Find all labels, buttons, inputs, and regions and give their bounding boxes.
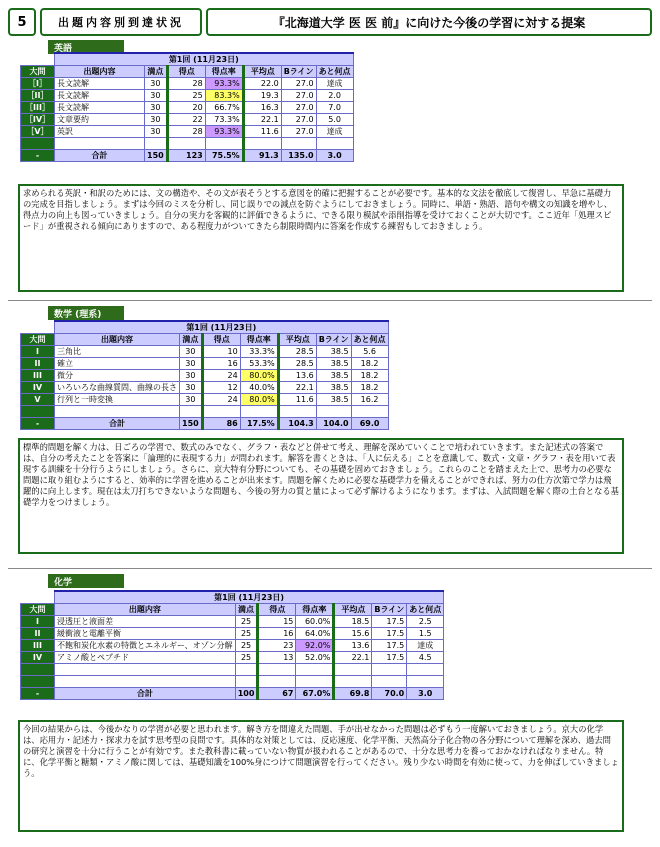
row-rate: 53.3% (240, 358, 278, 370)
row-rate: 66.7% (205, 102, 243, 114)
row-content: 長文読解 (55, 78, 145, 90)
total-average: 104.3 (278, 418, 316, 430)
row-score: 20 (167, 102, 205, 114)
total-max: 150 (180, 418, 203, 430)
column-header-score: 得点 (202, 334, 240, 346)
row-average: 22.1 (243, 114, 281, 126)
total-category: - (21, 150, 55, 162)
row-content: 緩衝液と電離平衡 (55, 628, 236, 640)
empty-row (21, 676, 444, 688)
row-content: 確立 (55, 358, 180, 370)
divider (8, 300, 652, 301)
round-label: 第1回 (11月23日) (55, 321, 389, 334)
table-row (21, 394, 389, 406)
column-header-line: Bライン (281, 66, 316, 78)
total-label: 合計 (55, 418, 180, 430)
row-remaining: 5.0 (316, 114, 353, 126)
section-number: 5 (8, 8, 36, 36)
table-row (21, 126, 354, 138)
total-row (21, 150, 354, 162)
column-header-max: 満点 (145, 66, 168, 78)
row-rate: 83.3% (205, 90, 243, 102)
row-remaining: 7.0 (316, 102, 353, 114)
row-score: 28 (167, 126, 205, 138)
row-category: ［V］ (21, 126, 55, 138)
row-b-line: 38.5 (316, 370, 351, 382)
total-average: 91.3 (243, 150, 281, 162)
column-header-category: 大問 (21, 66, 55, 78)
row-score: 13 (258, 652, 296, 664)
column-header-category: 大問 (21, 334, 55, 346)
row-content: 浸透圧と液面差 (55, 616, 236, 628)
row-rate: 92.0% (296, 640, 334, 652)
table-row (21, 102, 354, 114)
row-category: II (21, 628, 55, 640)
row-max: 30 (180, 382, 203, 394)
row-rate: 64.0% (296, 628, 334, 640)
round-label: 第1回 (11月23日) (55, 591, 444, 604)
score-table (20, 320, 389, 430)
column-header-row (21, 604, 444, 616)
table-row (21, 358, 389, 370)
table-row (21, 382, 389, 394)
total-max: 100 (235, 688, 258, 700)
row-remaining: 達成 (407, 640, 444, 652)
row-category: IV (21, 652, 55, 664)
column-header-line: Bライン (372, 604, 407, 616)
row-category: II (21, 358, 55, 370)
total-row (21, 688, 444, 700)
table-row (21, 652, 444, 664)
row-remaining: 18.2 (351, 370, 388, 382)
row-b-line: 27.0 (281, 126, 316, 138)
row-max: 25 (235, 652, 258, 664)
round-row (21, 321, 389, 334)
column-header-avg: 平均点 (278, 334, 316, 346)
table-row (21, 114, 354, 126)
row-b-line: 27.0 (281, 78, 316, 90)
subject-label: 数学 (理系) (48, 306, 124, 320)
column-header-rate: 得点率 (240, 334, 278, 346)
total-average: 69.8 (334, 688, 372, 700)
table-row (21, 370, 389, 382)
row-rate: 52.0% (296, 652, 334, 664)
table-row (21, 640, 444, 652)
row-category: I (21, 616, 55, 628)
column-header-avg: 平均点 (243, 66, 281, 78)
table-row (21, 78, 354, 90)
row-average: 22.1 (334, 652, 372, 664)
row-category: I (21, 346, 55, 358)
total-rate: 75.5% (205, 150, 243, 162)
row-rate: 93.3% (205, 126, 243, 138)
row-category: ［III］ (21, 102, 55, 114)
column-header-content: 出題内容 (55, 334, 180, 346)
column-header-remain: あと何点 (407, 604, 444, 616)
page-title: 『北海道大学 医 医 前』に向けた今後の学習に対する提案 (206, 8, 652, 36)
table-row (21, 346, 389, 358)
row-remaining: 5.6 (351, 346, 388, 358)
round-label: 第1回 (11月23日) (55, 53, 354, 66)
total-rate: 67.0% (296, 688, 334, 700)
row-category: ［I］ (21, 78, 55, 90)
row-max: 30 (180, 370, 203, 382)
row-max: 30 (145, 126, 168, 138)
row-average: 28.5 (278, 358, 316, 370)
row-content: いろいろな曲線質問、曲線の長さ (55, 382, 180, 394)
row-category: IV (21, 382, 55, 394)
row-category: ［II］ (21, 90, 55, 102)
row-content: アミノ酸とペプチド (55, 652, 236, 664)
row-remaining: 達成 (316, 78, 353, 90)
section-title: 出題内容別到達状況 (40, 8, 202, 36)
row-b-line: 17.5 (372, 628, 407, 640)
total-score: 67 (258, 688, 296, 700)
row-score: 28 (167, 78, 205, 90)
total-b-line: 135.0 (281, 150, 316, 162)
page-header (8, 8, 652, 36)
column-header-score: 得点 (258, 604, 296, 616)
row-average: 18.5 (334, 616, 372, 628)
score-table (20, 52, 354, 162)
row-b-line: 17.5 (372, 652, 407, 664)
row-average: 11.6 (278, 394, 316, 406)
column-header-row (21, 334, 389, 346)
row-rate: 80.0% (240, 370, 278, 382)
row-rate: 73.3% (205, 114, 243, 126)
row-average: 19.3 (243, 90, 281, 102)
row-remaining: 2.0 (316, 90, 353, 102)
row-remaining: 4.5 (407, 652, 444, 664)
column-header-rate: 得点率 (205, 66, 243, 78)
row-average: 28.5 (278, 346, 316, 358)
row-category: ［IV］ (21, 114, 55, 126)
row-rate: 40.0% (240, 382, 278, 394)
row-rate: 33.3% (240, 346, 278, 358)
row-score: 12 (202, 382, 240, 394)
advice-comment: 今回の結果からは、今後かなりの学習が必要と思われます。解き方を間違えた問題、手が出せなかった問題は必ずもう一度解いておきましょう。京大の化学は、応用力・記述力・探求力を試す思考型の良問です。具体的な対策としては、反応速度、化学平衡、天然高分子化合物の各分野について理解を深め、過去問の研究と演習を十分に行うことが有効です。また教科書に載っていない物質が扱われることがあるので、十分な思考力を養っておかなければなりません。特に、化学平衡と糖類・アミノ酸に関しては、基礎知識を100%身につけて問題演習を行ってください。残り少ない時間を有効に使って、力を伸ばしていきましょう。 (18, 720, 624, 832)
total-label: 合計 (55, 150, 145, 162)
row-max: 25 (235, 628, 258, 640)
row-remaining: 16.2 (351, 394, 388, 406)
row-max: 30 (145, 90, 168, 102)
row-content: 三角比 (55, 346, 180, 358)
empty-row (21, 138, 354, 150)
row-content: 行列と一時変換 (55, 394, 180, 406)
row-average: 11.6 (243, 126, 281, 138)
row-content: 不飽和炭化水素の特徴とエネルギー、オゾン分解 (55, 640, 236, 652)
total-remaining: 69.0 (351, 418, 388, 430)
row-category: V (21, 394, 55, 406)
row-average: 15.6 (334, 628, 372, 640)
row-average: 22.0 (243, 78, 281, 90)
column-header-content: 出題内容 (55, 66, 145, 78)
column-header-max: 満点 (180, 334, 203, 346)
total-remaining: 3.0 (316, 150, 353, 162)
row-max: 30 (145, 78, 168, 90)
column-header-rate: 得点率 (296, 604, 334, 616)
subject-label: 英語 (48, 40, 124, 54)
total-score: 86 (202, 418, 240, 430)
advice-comment: 求められる英訳・和訳のためには、文の構造や、その文が表そうとする意図を的確に把握することが必要です。基本的な文法を徹底して復習し、早急に基礎力の完成を目指しましょう。まずは今回のミスを分析し、同じ誤りでの減点を防ぐようにしておきましょう。同時に、単語・熟語、語句や構文の知識を増やし、得点力の向上も図っていきましょう。自分の実力を客観的に評価できるように、できる限り模試や添削指導を受けておくことが大切です。ここ近年「処理スピード」が重視される傾向にありますので、ある程度力がついてきたら制限時間内に答案を作成する練習もしておきましょう。 (18, 184, 624, 292)
score-table (20, 590, 444, 700)
column-header-row (21, 66, 354, 78)
row-category: III (21, 640, 55, 652)
row-score: 16 (258, 628, 296, 640)
column-header-score: 得点 (167, 66, 205, 78)
row-score: 16 (202, 358, 240, 370)
table-row (21, 628, 444, 640)
round-row (21, 53, 354, 66)
row-remaining: 1.5 (407, 628, 444, 640)
table-row (21, 616, 444, 628)
row-max: 30 (145, 102, 168, 114)
row-b-line: 27.0 (281, 102, 316, 114)
row-remaining: 達成 (316, 126, 353, 138)
row-score: 24 (202, 370, 240, 382)
row-average: 13.6 (278, 370, 316, 382)
column-header-max: 満点 (235, 604, 258, 616)
row-max: 30 (180, 358, 203, 370)
row-remaining: 2.5 (407, 616, 444, 628)
row-b-line: 17.5 (372, 640, 407, 652)
empty-row (21, 406, 389, 418)
total-category: - (21, 688, 55, 700)
total-b-line: 70.0 (372, 688, 407, 700)
row-b-line: 38.5 (316, 346, 351, 358)
advice-comment: 標準的問題を解く力は、日ごろの学習で、数式のみでなく、グラフ・表などと併せて考え、理解を深めていくことで培われていきます。また記述式の答案では、自分の考えたことを答案に「論理的に表現する力」が問われます。解答を書くときは、「人に伝える」ことを意識して、数式・文章・グラフ・表を用いて表現する訓練を十分行うようにしましょう。さらに、京大特有分野についても、その基礎を固めておきましょう。これらのことを踏まえた上で、思考力の必要な問題に取り組むようにすると、効率的に学習を進めることが出来ます。問題を解くために必要な基礎学力を備えることができれば、努力の仕方次第で学力は飛躍的に向上します。現在は太刀打ちできないような問題も、今後の努力の質と量によって必ず解けるようになります。まずは、入試問題を解く際の土台となる基礎学力をつけましょう。 (18, 438, 624, 554)
column-header-avg: 平均点 (334, 604, 372, 616)
row-max: 30 (180, 394, 203, 406)
row-rate: 93.3% (205, 78, 243, 90)
total-category: - (21, 418, 55, 430)
row-content: 英訳 (55, 126, 145, 138)
table-row (21, 90, 354, 102)
total-score: 123 (167, 150, 205, 162)
row-score: 10 (202, 346, 240, 358)
row-score: 22 (167, 114, 205, 126)
row-remaining: 18.2 (351, 382, 388, 394)
row-rate: 60.0% (296, 616, 334, 628)
divider (8, 568, 652, 569)
row-max: 30 (180, 346, 203, 358)
row-max: 25 (235, 640, 258, 652)
row-score: 15 (258, 616, 296, 628)
column-header-line: Bライン (316, 334, 351, 346)
row-content: 微分 (55, 370, 180, 382)
row-b-line: 27.0 (281, 90, 316, 102)
row-average: 13.6 (334, 640, 372, 652)
total-label: 合計 (55, 688, 236, 700)
row-content: 文章要約 (55, 114, 145, 126)
row-b-line: 38.5 (316, 394, 351, 406)
column-header-content: 出題内容 (55, 604, 236, 616)
row-rate: 80.0% (240, 394, 278, 406)
row-max: 25 (235, 616, 258, 628)
row-content: 長文読解 (55, 90, 145, 102)
row-average: 16.3 (243, 102, 281, 114)
total-max: 150 (145, 150, 168, 162)
row-max: 30 (145, 114, 168, 126)
row-b-line: 27.0 (281, 114, 316, 126)
row-b-line: 38.5 (316, 382, 351, 394)
row-b-line: 38.5 (316, 358, 351, 370)
column-header-category: 大問 (21, 604, 55, 616)
row-remaining: 18.2 (351, 358, 388, 370)
column-header-remain: あと何点 (351, 334, 388, 346)
total-remaining: 3.0 (407, 688, 444, 700)
total-b-line: 104.0 (316, 418, 351, 430)
round-row (21, 591, 444, 604)
row-content: 長文読解 (55, 102, 145, 114)
row-score: 23 (258, 640, 296, 652)
column-header-remain: あと何点 (316, 66, 353, 78)
row-score: 24 (202, 394, 240, 406)
empty-row (21, 664, 444, 676)
row-b-line: 17.5 (372, 616, 407, 628)
row-average: 22.1 (278, 382, 316, 394)
subject-label: 化学 (48, 574, 124, 588)
total-rate: 17.5% (240, 418, 278, 430)
total-row (21, 418, 389, 430)
row-score: 25 (167, 90, 205, 102)
row-category: III (21, 370, 55, 382)
